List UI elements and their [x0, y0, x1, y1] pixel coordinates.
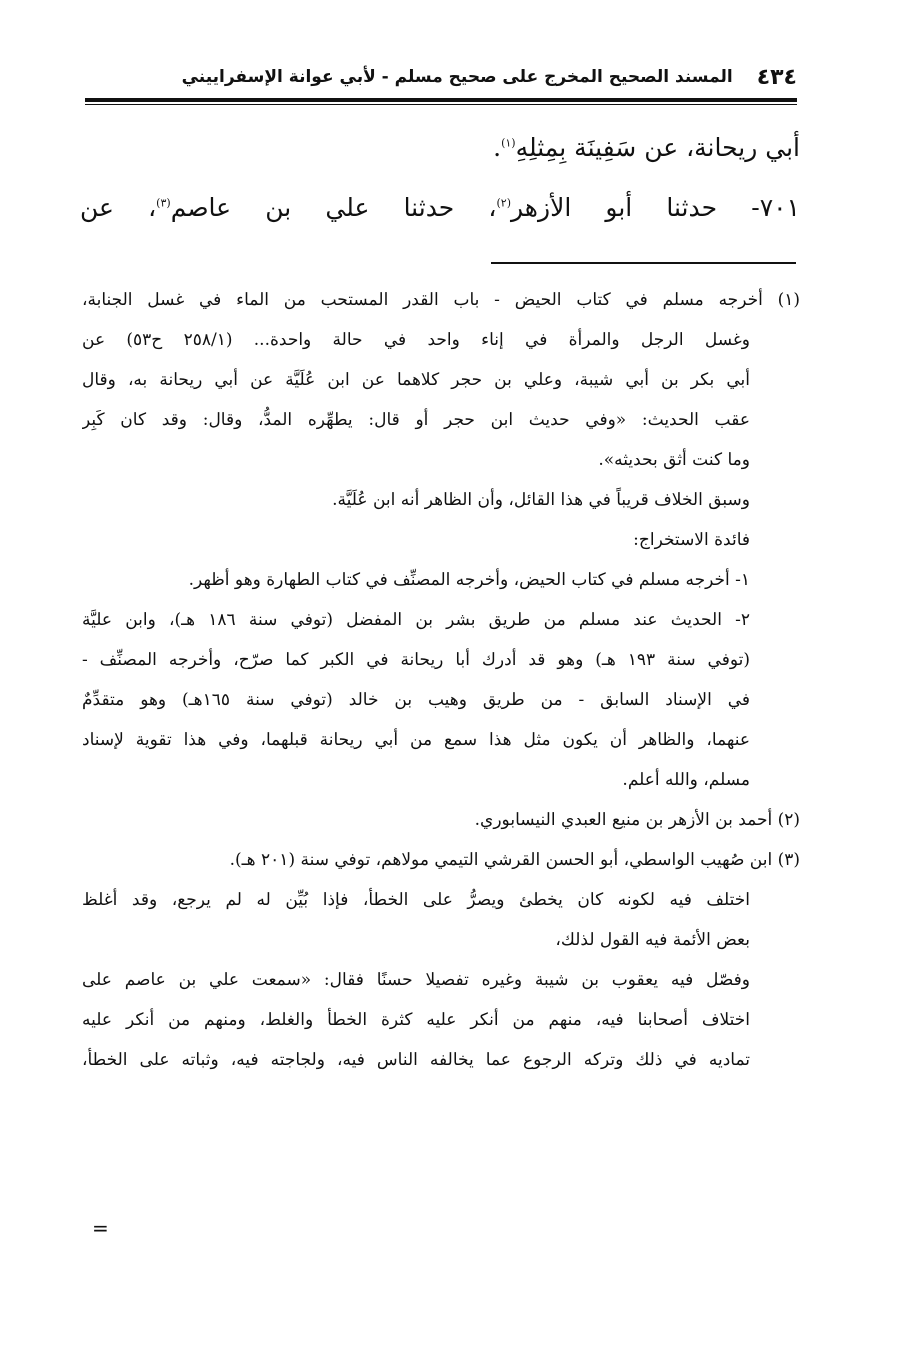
footnote-ref-3[interactable]: (٣)	[156, 196, 171, 210]
footnote-line: عقب الحديث: «وفي حديث ابن حجر أو قال: يطهِّره المدُّ، وقال: وقد كان كَبِر	[82, 410, 750, 430]
main-line-1: أبي ريحانة، عن سَفِينَة بِمِثلِهِ$^{(١)}$.	[493, 133, 800, 162]
footnote-line: في الإسناد السابق - من طريق وهيب بن خالد (توفي سنة ١٦٥هـ) وهو متقدِّمٌ	[82, 690, 750, 710]
running-title: المسند الصحيح المخرج على صحيح مسلم - لأبي عوانة الإسفراييني	[181, 67, 733, 87]
header-rule-thin	[85, 104, 797, 105]
footnote-line: (١) أخرجه مسلم في كتاب الحيض - باب القدر المستحب من الماء في غسل الجنابة،	[82, 290, 800, 310]
footnote-line: أبي بكر بن أبي شيبة، وعلي بن حجر كلاهما عن ابن عُلَيَّة عن أبي ريحانة به، وقال	[82, 370, 750, 390]
footnote-line: تماديه في ذلك وتركه الرجوع عما يخالفه الناس فيه، ولجاجته فيه، وثباته على الخطأ،	[82, 1050, 750, 1070]
footnote-line: اختلاف أصحابنا فيه، منهم من أنكر عليه كثرة الخطأ والغلط، ومنهم من أنكر عليه	[82, 1010, 750, 1030]
footnote-line: (٣) ابن صُهيب الواسطي، أبو الحسن القرشي التيمي مولاهم، توفي سنة (٢٠١ هـ).	[229, 850, 800, 870]
footnote-line: اختلف فيه لكونه كان يخطئ ويصرُّ على الخطأ، فإذا بُيِّن له لم يرجع، وقد أغلظ	[82, 890, 750, 910]
footnote-line: وسبق الخلاف قريباً في هذا القائل، وأن الظاهر أنه ابن عُلَيَّة.	[332, 490, 750, 510]
main-line-2: ٧٠١- حدثنا أبو الأزهر$^{(٢)}$، حدثنا علي بن عاصم$^{(٣)}$، عن	[80, 193, 800, 222]
footnote-line: عنهما، والظاهر أن يكون مثل هذا سمع من أبي ريحانة قبلهما، وفي هذا تقوية لإسناد	[82, 730, 750, 750]
footnote-separator	[491, 262, 796, 264]
header-rule	[85, 98, 797, 102]
footnote-line: فائدة الاستخراج:	[633, 530, 750, 550]
footnote-line: وفصّل فيه يعقوب بن شيبة وغيره تفصيلا حسنًا فقال: «سمعت علي بن عاصم على	[82, 970, 750, 990]
footnote-line: مسلم، والله أعلم.	[622, 770, 750, 790]
footnote-line: وما كنت أثق بحديثه».	[598, 450, 750, 470]
running-header	[85, 60, 797, 94]
footnote-ref-1[interactable]: (١)	[501, 136, 516, 150]
footnote-line: وغسل الرجل والمرأة في إناء واحد في حالة واحدة... (٢٥٨/١ ح٥٣) عن	[82, 330, 750, 350]
footnote-ref-2[interactable]: (٢)	[496, 196, 512, 210]
main-text	[80, 118, 800, 238]
footnotes	[82, 280, 800, 1080]
continuation-mark: =	[92, 1216, 109, 1240]
page-number: ٤٣٤	[756, 64, 797, 90]
footnote-line: بعض الأئمة فيه القول لذلك،	[555, 930, 750, 950]
footnote-line: ٢- الحديث عند مسلم من طريق بشر بن المفضل (توفي سنة ١٨٦ هـ)، وابن عليَّة	[82, 610, 750, 630]
footnote-line: (توفي سنة ١٩٣ هـ) وهو قد أدرك أبا ريحانة في الكبر كما صرّح، وأخرجه المصنِّف -	[82, 650, 750, 670]
footnote-line: ١- أخرجه مسلم في كتاب الحيض، وأخرجه المصنِّف في كتاب الطهارة وهو أظهر.	[188, 570, 750, 590]
footnote-line: (٢) أحمد بن الأزهر بن منيع العبدي النيسابوري.	[474, 810, 800, 830]
